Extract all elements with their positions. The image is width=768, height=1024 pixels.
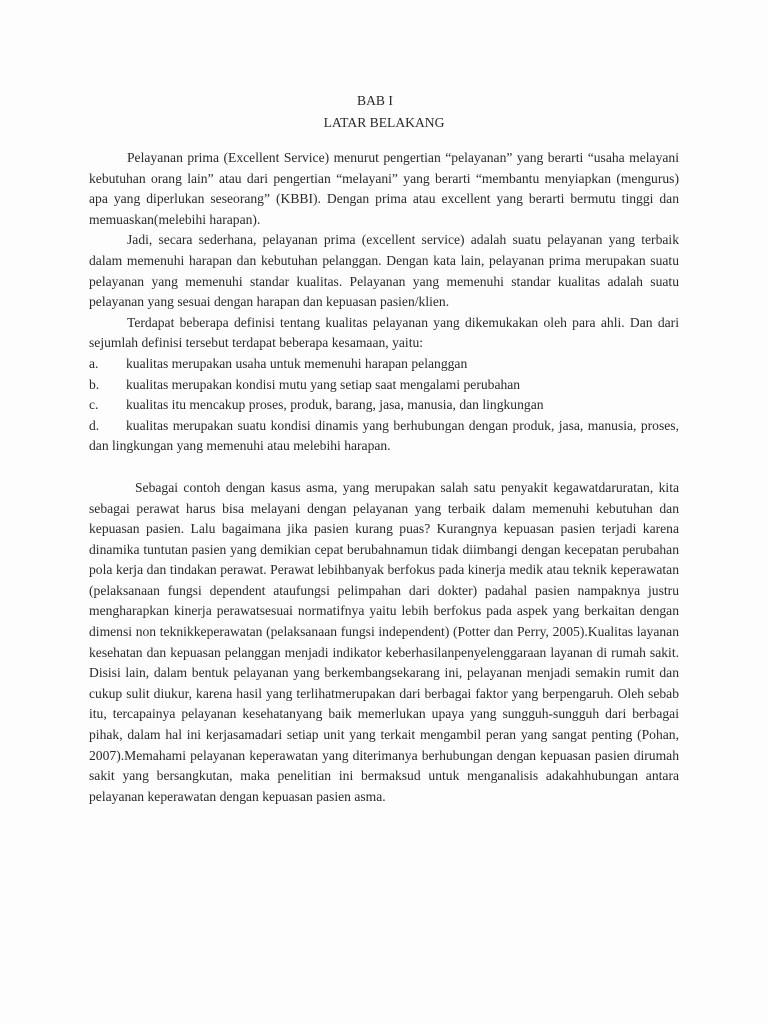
list-item [89, 395, 679, 416]
list-item-text: kualitas itu mencakup proses, produk, barang, jasa, manusia, dan lingkungan [126, 397, 544, 413]
list-item [89, 354, 679, 375]
list-marker: c. [89, 397, 99, 413]
paragraph: Pelayanan prima (Excellent Service) menurut pengertian “pelayanan” yang berarti “usaha melayani kebutuhan orang lain” atau dari pengertian “melayani” yang berarti “membantu menyiapkan (mengurus) apa yang diperlukan seseorang” (KBBI). Dengan prima atau excellent yang berarti bermutu tinggi dan memuaskan(melebihi harapan). [89, 150, 679, 227]
list-item [89, 416, 679, 457]
document-body [89, 90, 679, 807]
definition-list [89, 354, 679, 457]
list-marker: a. [89, 355, 99, 371]
list-marker: b. [89, 376, 100, 392]
list-item-text: kualitas merupakan kondisi mutu yang setiap saat mengalami perubahan [126, 376, 521, 392]
list-marker: d. [89, 417, 100, 433]
chapter-heading: BAB I [357, 93, 393, 108]
closing-paragraph: Sebagai contoh dengan kasus asma, yang merupakan salah satu penyakit kegawatdaruratan, kita sebagai perawat harus bisa melayani dengan pelayanan yang terbaik dalam memenuhi kebutuhan dan kepuasan pasien. Lalu bagaimana jika pasien kurang puas? Kurangnya kepuasan pasien terjadi karena dinamika tuntutan pasien yang demikian cepat berubahnamun tidak diimbangi dengan kecepatan perubahan pola kerja dan tindakan perawat. Perawat lebihbanyak berfokus pada kinerja medik atau teknik keperawatan (pelaksanaan fungsi dependent ataufungsi pelimpahan dari dokter) padahal pasien nampaknya justru mengharapkan kinerja perawatsesuai normatifnya yaitu lebih berfokus pada aspek yang berkaitan dengan dimensi non teknikkeperawatan (pelaksanaan fungsi independent) (Potter dan Perry, 2005).Kualitas layanan kesehatan dan kepuasan pelanggan menjadi indikator keberhasilanpenyelenggaraan layanan di rumah sakit. Disisi lain, dalam bentuk pelayanan yang berkembangsekarang ini, pelayanan menjadi semakin rumit dan cukup sulit diukur, karena hasil yang terlihatmerupakan dari berbagai faktor yang berpengaruh. Oleh sebab itu, tercapainya pelayanan kesehatanyang baik memerlukan upaya yang sungguh-sungguh dari berbagai pihak, dalam hal ini kerjasamadari setiap unit yang terkait mengambil peran yang sangat penting (Pohan, 2007).Memahami pelayanan keperawatan yang diterimanya berhubungan dengan kepuasan pasien dirumah sakit yang bersangkutan, maka penelitian ini bermaksud untuk menganalisis adakahhubungan antara pelayanan keperawatan dengan kepuasan pasien asma. [89, 479, 679, 804]
list-item-text: kualitas merupakan suatu kondisi dinamis yang berhubungan dengan produk, jasa, manusia, proses, dan lingkungan yang memenuhi atau melebihi harapan. [89, 417, 679, 454]
list-item-text: kualitas merupakan usaha untuk memenuhi harapan pelanggan [126, 355, 468, 371]
heading-spacer [89, 134, 679, 148]
section-title: LATAR BELAKANG [323, 115, 445, 130]
paragraph: Terdapat beberapa definisi tentang kualitas pelayanan yang dikemukakan oleh para ahli. Dan dari sejumlah definisi tersebut terdapat beberapa kesamaan, yaitu: [89, 314, 679, 351]
paragraph: Jadi, secara sederhana, pelayanan prima (excellent service) adalah suatu pelayanan yang terbaik dalam memenuhi harapan dan kebutuhan pelanggan. Dengan kata lain, pelayanan prima merupakan suatu pelayanan yang memenuhi standar kualitas. Pelayanan yang memenuhi standar kualitas adalah suatu pelayanan yang sesuai dengan harapan dan kepuasan pasien/klien. [89, 232, 679, 310]
paragraph-gap [89, 457, 679, 478]
list-item [89, 375, 679, 396]
